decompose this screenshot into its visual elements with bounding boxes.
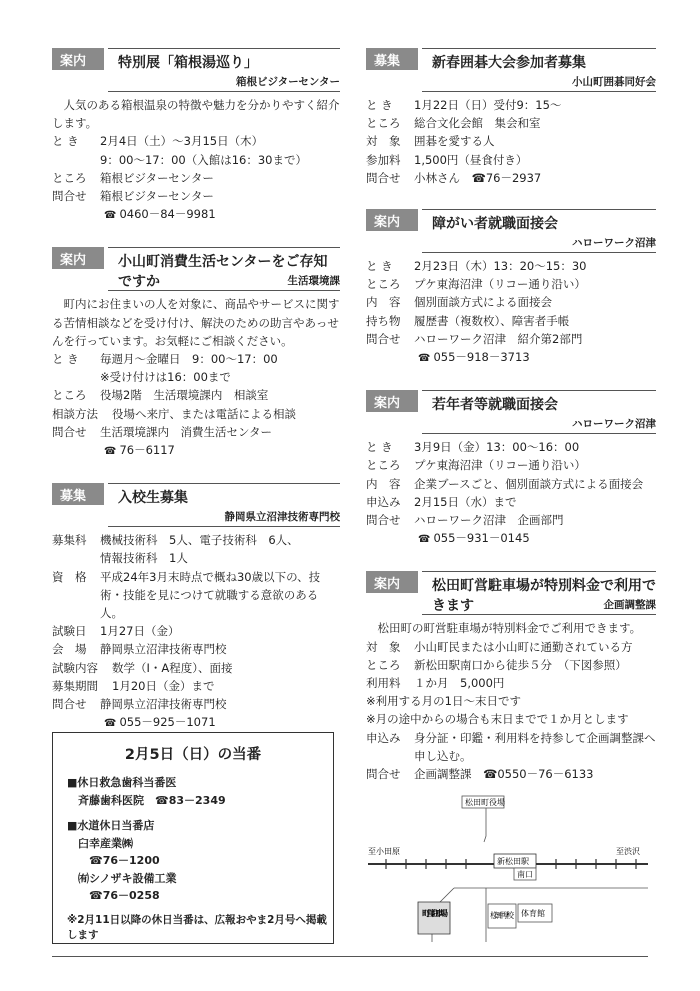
notice-row (52, 350, 340, 368)
notice-department: 箱根ビジターセンター (236, 76, 340, 88)
parking-map (366, 792, 650, 942)
row-value: ※月の途中からの場合も末日までで１か月とします (366, 712, 629, 727)
duty-item (53, 809, 333, 817)
row-label: と き (366, 440, 393, 455)
notice-row (366, 511, 656, 529)
phone-number (100, 713, 340, 733)
notice-row (366, 293, 656, 311)
notice-row (366, 151, 656, 169)
phone-text: 76－6117 (119, 443, 175, 458)
row-value: 役場へ来庁、または電話による相談 (112, 406, 296, 421)
notice-department: 静岡県立沼津技術専門校 (224, 511, 340, 524)
notice-right-0 (366, 48, 656, 187)
map-town-office: 松田町役場 (465, 798, 505, 807)
duty-title: 2月5日（日）の当番 (124, 747, 262, 763)
notice-row (366, 275, 656, 293)
notice-department: 企画調整課 (603, 599, 656, 612)
notice-row (366, 710, 656, 728)
row-value: 総合文化会館 集会和室 (414, 116, 541, 131)
row-label (52, 441, 100, 461)
notice-row (366, 729, 656, 765)
notice-row (366, 529, 656, 549)
phone-number (100, 441, 340, 461)
map-to-shibuya: 至渋沢 (616, 847, 640, 856)
notice-row (52, 622, 340, 640)
notice-row (52, 659, 340, 677)
phone-text: 0460－84－9981 (119, 207, 216, 222)
row-value: 3月9日（金）13：00～16：00 (414, 440, 580, 455)
row-value: 箱根ビジターセンター (100, 170, 214, 185)
row-label: 会 場 (52, 642, 87, 657)
map-station: 新松田駅 (497, 857, 529, 866)
row-label: と き (366, 98, 393, 112)
notice-row (366, 330, 656, 348)
page-bottom-rule (52, 956, 648, 957)
notice-title: 若年者等就職面接会 (432, 397, 558, 414)
row-value: 平成24年3月末時点で概ね30歳以下の、技術・技能を見につけて就職する意欲のある人。 (100, 569, 321, 621)
notice-row (366, 656, 656, 674)
row-value: ハローワーク沼津 紹介第2部門 (414, 331, 583, 346)
notice-right-2 (366, 390, 656, 549)
notice-row (52, 549, 340, 567)
row-label (52, 205, 100, 225)
phone-icon: ☎ (104, 718, 117, 730)
notice-intro: 松田町の町営駐車場が特別料金でご利用できます。 (377, 621, 642, 636)
duty-item: ☎76－0258 (67, 889, 160, 902)
notice-row (52, 568, 340, 623)
notice-title: 松田町営駐車場が特別料金で利用できます (432, 578, 656, 615)
map-south-exit: 南口 (517, 870, 533, 879)
row-value: １か月 5,000円 (414, 676, 505, 691)
notice-row (52, 423, 340, 441)
notice-department: 生活環境課 (287, 275, 340, 288)
notice-row (366, 438, 656, 456)
row-label: ところ (366, 116, 401, 131)
notice-row (366, 169, 656, 187)
phone-number (100, 205, 340, 225)
notice-title: 小山町消費生活センターをご存知ですか (118, 254, 328, 291)
duty-item: ■水道休日当番店 (67, 819, 155, 832)
notice-row (366, 348, 656, 368)
notice-row (52, 132, 340, 150)
notice-tag: 案内 (52, 48, 104, 70)
row-value: 企画調整課 ☎0550－76－6133 (414, 767, 594, 782)
row-label: 参加料 (366, 152, 401, 167)
notice-tag: 案内 (52, 247, 104, 269)
notice-intro: 人気のある箱根温泉の特徴や魅力を分かりやすく紹介します。 (52, 98, 340, 131)
duty-item: ㈲シノザキ設備工業 (67, 871, 177, 885)
row-value: 情報技術科 1人 (100, 551, 188, 566)
row-value: 静岡県立沼津技術専門校 (100, 697, 227, 712)
row-label: 試験内容 (52, 660, 98, 675)
row-label: ところ (366, 458, 401, 473)
notice-tag: 募集 (366, 48, 418, 70)
row-label: 内 容 (366, 476, 401, 491)
row-label: 問合せ (366, 513, 401, 528)
notice-row (52, 713, 340, 733)
phone-text: 055－918－3713 (433, 350, 530, 365)
row-value: 身分証・印鑑・利用料を持参して企画調整課へ申し込む。 (414, 730, 656, 763)
phone-text: 055－925－1071 (119, 715, 216, 730)
map-to-odawara: 至小田原 (368, 847, 400, 856)
notice-row (52, 151, 340, 169)
row-value: 1月22日（日）受付9：15～ (414, 98, 562, 112)
left-column (52, 48, 340, 755)
row-value: 企業ブースごと、個別面談方式による面接会 (414, 476, 644, 491)
row-label (52, 151, 100, 169)
notice-row (366, 475, 656, 493)
notice-row (366, 114, 656, 132)
row-value: 2月4日（土）～3月15日（木） (100, 134, 264, 149)
notice-department: 小山町囲碁同好会 (572, 76, 656, 88)
row-value: 個別面談方式による面接会 (414, 295, 552, 310)
notice-row (52, 695, 340, 713)
row-value: 2月23日（木）13：20～15：30 (414, 259, 587, 274)
row-label (52, 368, 100, 386)
row-value: 囲碁を愛する人 (414, 134, 495, 149)
row-label: 申込み (366, 494, 401, 509)
phone-icon: ☎ (418, 353, 431, 365)
row-label: 問合せ (52, 424, 87, 439)
row-label (366, 348, 414, 368)
row-label: 対 象 (366, 134, 401, 149)
notice-department: ハローワーク沼津 (572, 418, 656, 431)
row-value: 数学（I・A程度）、面接 (112, 660, 233, 675)
duty-item: 斉藤歯科医院 ☎83－2349 (67, 793, 226, 807)
row-label: と き (52, 352, 79, 367)
notice-left-0 (52, 48, 340, 225)
notice-tag: 案内 (366, 209, 418, 231)
map-school: 松田中学校 (490, 911, 514, 920)
notice-row (366, 493, 656, 511)
notice-left-2 (52, 483, 340, 733)
row-value: 役場2階 生活環境課内 相談室 (100, 388, 269, 403)
row-label (52, 549, 100, 567)
row-value: 箱根ビジターセンター (100, 189, 214, 204)
row-value: プケ東海沼津（リコー通り沿い） (414, 458, 586, 473)
row-value: 毎週月～金曜日 9：00～17：00 (100, 352, 278, 367)
row-label: 申込み (366, 730, 401, 745)
row-label: ところ (366, 277, 401, 292)
row-label: 資 格 (52, 569, 87, 584)
row-value: プケ東海沼津（リコー通り沿い） (414, 277, 586, 292)
notice-row (366, 257, 656, 275)
notice-row (52, 187, 340, 205)
row-value: 2月15日（水）まで (414, 494, 517, 509)
notice-title: 新春囲碁大会参加者募集 (432, 55, 586, 71)
notice-tag: 案内 (366, 571, 418, 593)
notice-row (52, 169, 340, 187)
row-label: 問合せ (366, 767, 401, 782)
notice-row (366, 674, 656, 692)
notice-row (52, 441, 340, 461)
row-label: 試験日 (52, 624, 87, 639)
notice-row (366, 638, 656, 656)
row-value: 静岡県立沼津技術専門校 (100, 642, 227, 657)
row-value: 1月27日（金） (100, 624, 180, 639)
phone-icon: ☎ (104, 446, 117, 458)
row-value: 生活環境課内 消費生活センター (100, 424, 273, 439)
row-value: 9：00～17：00（入館は16：30まで） (100, 152, 307, 167)
right-column (366, 48, 656, 805)
row-value: 新松田駅南口から徒歩５分 （下図参照） (414, 657, 627, 672)
notice-row (366, 456, 656, 474)
row-label: 利用料 (366, 676, 401, 691)
notice-row (52, 386, 340, 404)
row-label: ところ (366, 657, 401, 672)
map-parking: 町営駐車場 (422, 909, 448, 918)
phone-text: 055－931－0145 (433, 531, 530, 546)
duty-note: ※2月11日以降の休日当番は、広報おやま2月号へ掲載します (67, 913, 327, 941)
notice-row (366, 765, 656, 783)
phone-number (414, 529, 656, 549)
notice-row (52, 368, 340, 386)
notice-row (366, 96, 656, 114)
notice-row (52, 531, 340, 549)
notice-tag: 案内 (366, 390, 418, 412)
row-value: ※利用する月の1日～末日です (366, 694, 521, 709)
notice-department: ハローワーク沼津 (572, 237, 656, 250)
notice-row (52, 677, 340, 695)
row-label (52, 713, 100, 733)
row-label: ところ (52, 388, 87, 403)
phone-icon: ☎ (418, 534, 431, 546)
notice-row (52, 405, 340, 423)
row-label: と き (52, 134, 79, 149)
duty-item: 臼幸産業㈱ (67, 836, 133, 850)
row-label: 問合せ (366, 331, 401, 346)
notice-title: 入校生募集 (118, 490, 188, 507)
phone-icon: ☎ (104, 210, 117, 222)
phone-number (414, 348, 656, 368)
row-label: 問合せ (366, 170, 401, 185)
row-label: 募集科 (52, 533, 87, 548)
row-label: 問合せ (52, 697, 87, 712)
parking-lot (418, 902, 450, 934)
row-label: ところ (52, 170, 87, 185)
row-label: と き (366, 259, 393, 274)
duty-item: ■休日救急歯科当番医 (67, 776, 177, 789)
notice-row (52, 205, 340, 225)
notice-intro: 町内にお住まいの人を対象に、商品やサービスに関する苦情相談などを受け付け、解決のための助言やあっせんを行っています。お気軽にご相談ください。 (52, 297, 340, 348)
row-value: 1月20日（金）まで (112, 678, 215, 693)
notice-title: 特別展「箱根湯巡り」 (118, 55, 258, 71)
row-value: 機械技術科 5人、電子技術科 6人、 (100, 533, 299, 548)
row-label: 相談方法 (52, 406, 98, 421)
notice-row (52, 640, 340, 658)
notice-left-1 (52, 247, 340, 461)
row-value: ハローワーク沼津 企画部門 (414, 513, 564, 528)
notice-tag: 募集 (52, 483, 104, 505)
notice-row (366, 312, 656, 330)
row-label: 問合せ (52, 189, 87, 204)
notice-right-1 (366, 209, 656, 368)
row-value: 1,500円（昼食付き） (414, 152, 528, 167)
row-label: 持ち物 (366, 313, 401, 328)
row-value: ※受け付けは16：00まで (100, 370, 231, 385)
row-value: 小林さん ☎76－2937 (414, 170, 542, 185)
row-value: 履歴書（複数枚）、障害者手帳 (414, 313, 570, 328)
notice-title: 障がい者就職面接会 (432, 216, 558, 233)
duty-item: ☎76－1200 (67, 854, 160, 867)
holiday-duty-box (52, 732, 334, 944)
notice-row (366, 132, 656, 150)
row-label: 対 象 (366, 639, 401, 654)
notice-row (366, 692, 656, 710)
row-label: 募集期間 (52, 678, 98, 693)
map-gym: 体育館 (521, 909, 545, 918)
row-label: 内 容 (366, 295, 401, 310)
row-label (366, 529, 414, 549)
notice-right-3 (366, 571, 656, 783)
row-value: 小山町民または小山町に通勤されている方 (414, 639, 633, 654)
